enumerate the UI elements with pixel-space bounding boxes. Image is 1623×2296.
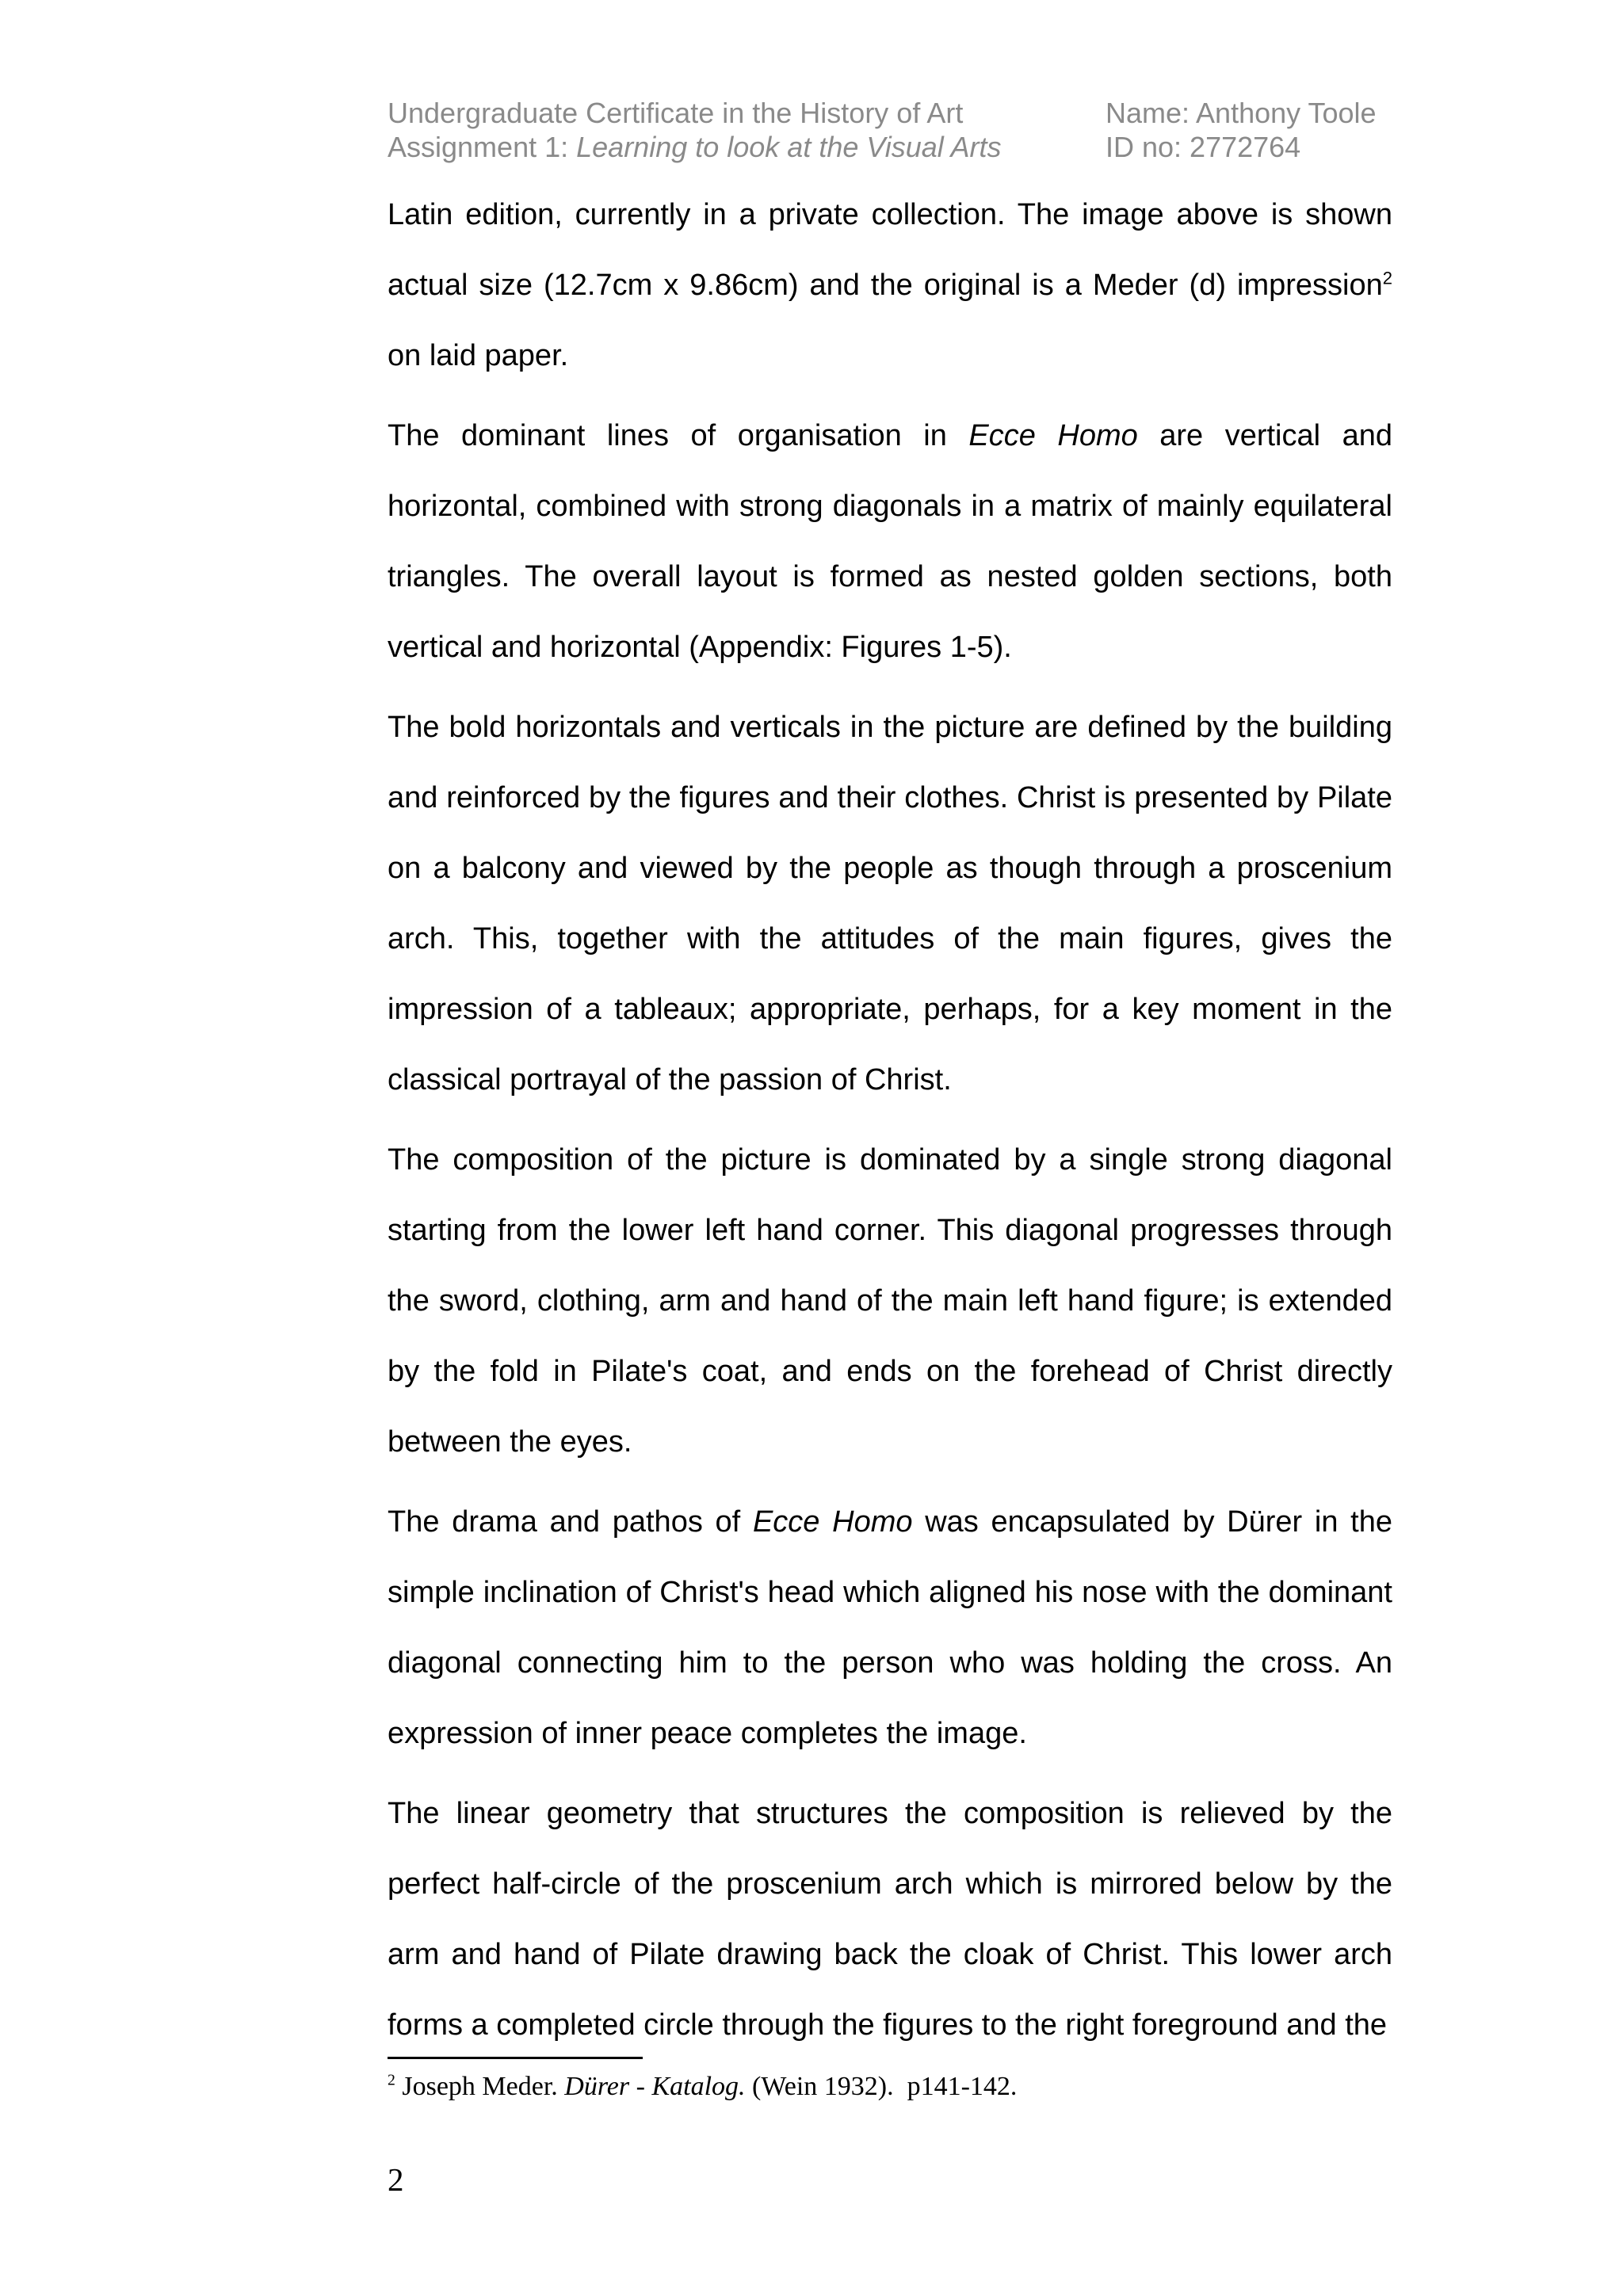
footnote-separator	[388, 2057, 643, 2059]
text-run: on laid paper.	[388, 339, 569, 372]
text-run: Joseph Meder.	[395, 2072, 565, 2101]
text-run: Ecce Homo	[968, 419, 1138, 452]
body-paragraph	[388, 1779, 1392, 2061]
body-paragraph	[388, 1125, 1392, 1478]
body-paragraph	[388, 692, 1392, 1116]
text-run: Latin edition, currently in a private collection. The image above is shown actual size (12.7cm x 9.86cm) and the original is a Meder (d) impression	[388, 198, 1392, 302]
header-course-line	[388, 96, 1001, 130]
text-run: are vertical and horizontal, combined with strong diagonals in a matrix of mainly equilateral triangles. The overall layout is formed as nested golden sections, both vertical and horizontal (Appendix: Figures 1-5).	[388, 419, 1392, 664]
footnote	[388, 2069, 1392, 2104]
text-run: Undergraduate Certificate in the History of Art	[388, 97, 964, 129]
text-run: Name: Anthony Toole	[1106, 97, 1377, 129]
body-paragraph	[388, 401, 1392, 683]
text-run: Dürer - Katalog.	[564, 2072, 746, 2101]
text-run: Assignment 1:	[388, 131, 577, 163]
header-student-info	[1106, 96, 1377, 164]
header-course-info	[388, 96, 1001, 164]
header-id-line	[1106, 130, 1377, 164]
essay-body	[388, 180, 1392, 2070]
text-run: Ecce Homo	[752, 1505, 913, 1539]
text-run: Learning to look at the Visual Arts	[576, 131, 1002, 163]
body-paragraph	[388, 180, 1392, 391]
text-run: The drama and pathos of	[388, 1505, 753, 1539]
header-assignment-line	[388, 130, 1001, 164]
text-run: The dominant lines of organisation in	[388, 419, 969, 452]
text-run: The composition of the picture is dominated by a single strong diagonal starting from the lower left hand corner. This diagonal progresses through the sword, clothing, arm and hand of the main left hand figure; is extended by the fold in Pilate's coat, and ends on the forehead of Christ directly between the eyes.	[388, 1143, 1392, 1459]
footnote-reference: 2	[388, 2071, 395, 2089]
page-number: 2	[388, 2161, 404, 2198]
text-run: was encapsulated by Dürer in the simple inclination of Christ's head which aligned his nose with the dominant diagonal connecting him to the person who was holding the cross. An expression of inner peace completes the image.	[388, 1505, 1392, 1750]
text-run: The linear geometry that structures the composition is relieved by the perfect half-circle of the proscenium arch which is mirrored below by the arm and hand of Pilate drawing back the cloak of Christ. This lower arch forms a completed circle through the figures to the right foreground and the	[388, 1797, 1392, 2042]
footnote-reference: 2	[1382, 268, 1392, 288]
body-paragraph	[388, 1487, 1392, 1769]
text-run: ID no: 2772764	[1106, 131, 1301, 163]
text-run: The bold horizontals and verticals in the picture are defined by the building and reinforced by the figures and their clothes. Christ is presented by Pilate on a balcony and viewed by the people as though through a proscenium arch. This, together with the attitudes of the main figures, gives the impression of a tableaux; appropriate, perhaps, for a key moment in the classical portrayal of the passion of Christ.	[388, 711, 1392, 1097]
text-run: (Wein 1932). p141-142.	[745, 2072, 1018, 2101]
header-name-line	[1106, 96, 1377, 130]
